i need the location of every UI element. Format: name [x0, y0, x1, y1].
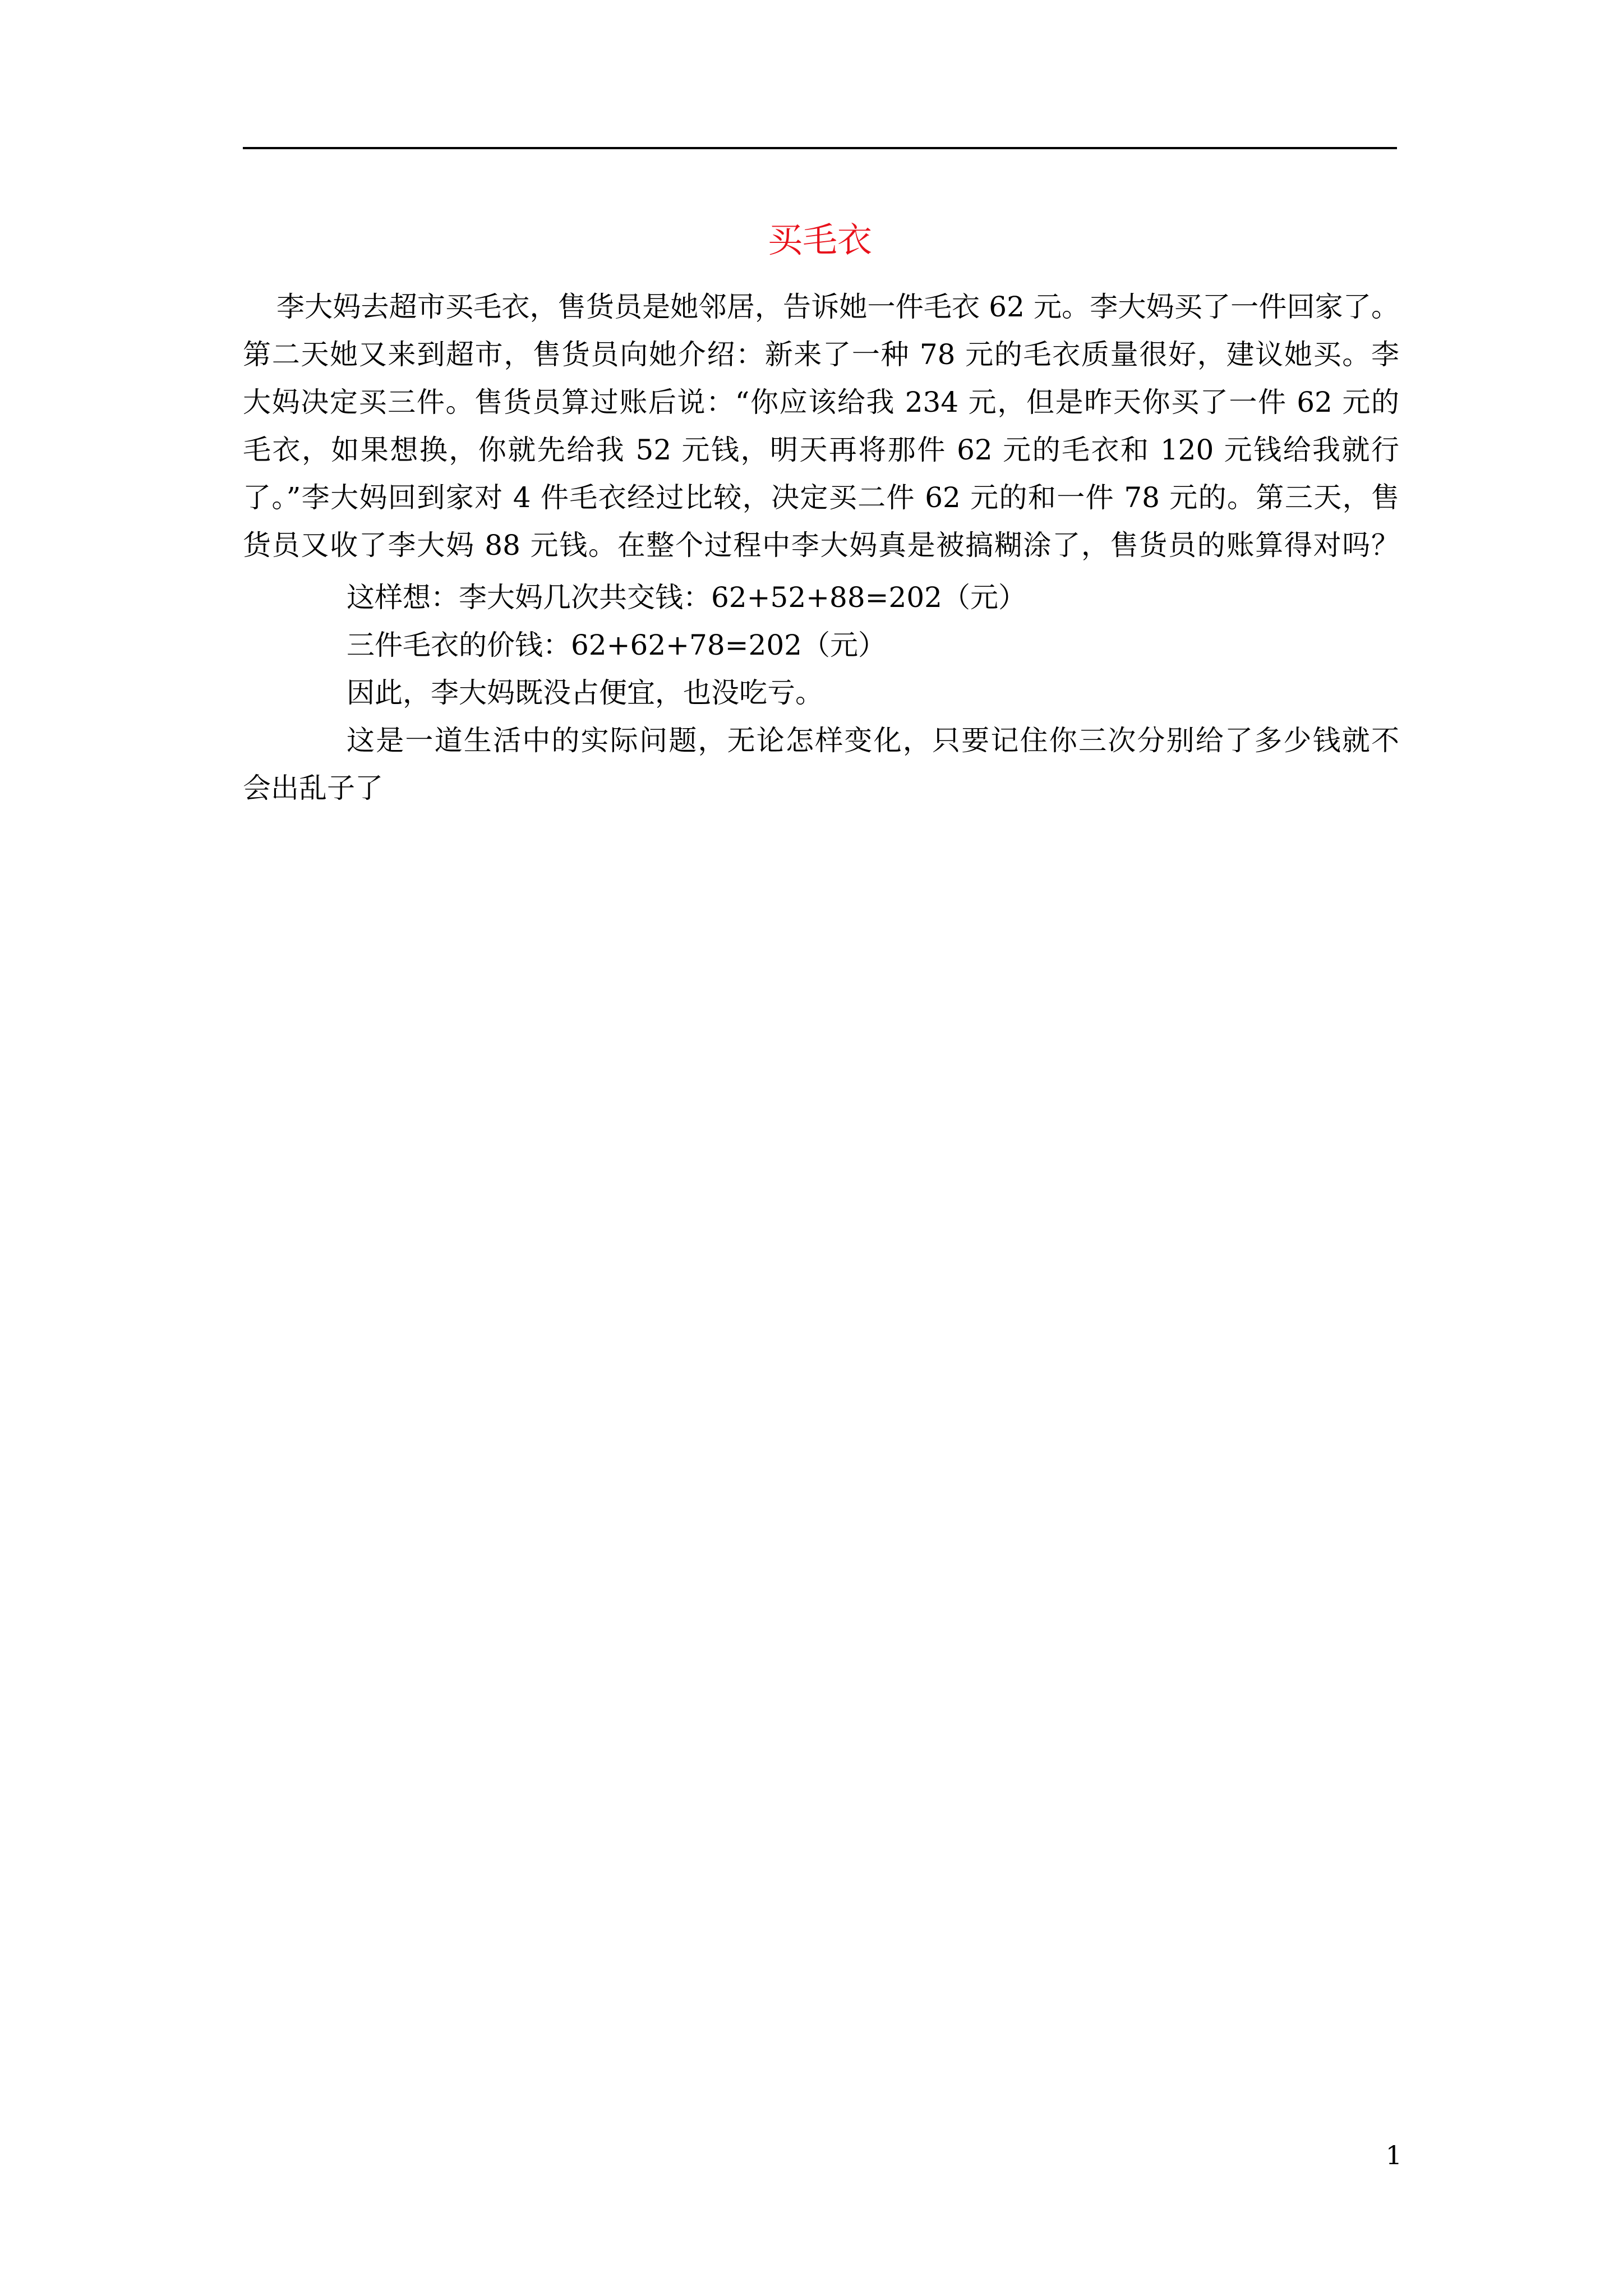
story-line-1: 李大妈去超市买毛衣，售货员是她邻居，告诉她一件毛衣 62 元。李大妈买了一件回家了。 [276, 291, 1399, 323]
story-line-4: 毛衣，如果想换，你就先给我 52 元钱，明天再将那件 62 元的毛衣和 120 元钱给我就行 [243, 434, 1399, 466]
header-rule [243, 147, 1397, 149]
story-line-2: 第二天她又来到超市，售货员向她介绍：新来了一种 78 元的毛衣质量很好，建议她买。李 [243, 338, 1399, 371]
explanation-line-3: 因此，李大妈既没占便宜，也没吃亏。 [347, 677, 823, 709]
page-number: 1 [1385, 2140, 1402, 2170]
document-title: 买毛衣 [767, 219, 872, 260]
explanation-line-2: 三件毛衣的价钱：62+62+78=202（元） [347, 629, 886, 661]
explanation-line-1: 这样想：李大妈几次共交钱：62+52+88=202（元） [347, 581, 1026, 614]
conclusion-line-2: 会出乱子了 [243, 772, 383, 804]
story-line-6: 货员又收了李大妈 88 元钱。在整个过程中李大妈真是被搞糊涂了，售货员的账算得对吗？ [243, 529, 1399, 562]
story-line-5: 了。”李大妈回到家对 4 件毛衣经过比较，决定买二件 62 元的和一件 78 元的。第三天，售 [243, 481, 1399, 514]
document-body [243, 283, 1399, 812]
conclusion-line-1: 这是一道生活中的实际问题，无论怎样变化，只要记住你三次分别给了多少钱就不 [347, 724, 1399, 757]
story-line-3: 大妈决定买三件。售货员算过账后说：“你应该给我 234 元，但是昨天你买了一件 62 元的 [243, 386, 1399, 418]
